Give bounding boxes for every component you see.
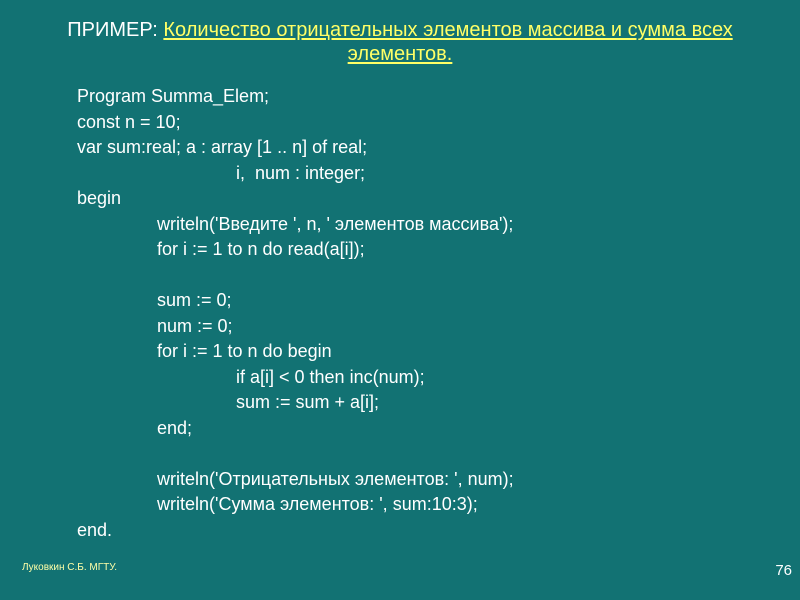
code-line: num := 0; [157,315,233,336]
code-line: sum := sum + a[i]; [236,392,380,412]
code-line: if a[i] < 0 then inc(num); [236,366,425,387]
code-line: var sum:real; a : array [1 .. n] of real; [77,137,368,157]
page-number: 76 [775,562,792,579]
code-line: sum := 0; [157,290,232,310]
code-line: const n = 10; [77,111,181,132]
code-line [77,441,514,467]
code-line: writeln('Введите ', n, ' элементов массива'); [157,213,514,234]
title-prefix: ПРИМЕР: [67,19,164,41]
code-line: end; [157,417,193,438]
code-line [77,263,514,289]
code-line: writeln('Сумма элементов: ', sum:10:3); [157,494,478,514]
slide-title [20,18,780,66]
title-text: Количество отрицательных элементов массива и сумма всех элементов. [163,19,733,65]
code-line: end. [77,519,113,540]
footer-author: Луковкин С.Б. МГТУ. [22,562,118,573]
code-line: begin [77,188,122,208]
code-line: Program Summa_Elem; [77,86,270,106]
code-block [77,84,514,543]
code-line: writeln('Отрицательных элементов: ', num); [157,468,514,489]
code-line: i, num : integer; [236,162,366,183]
code-line: for i := 1 to n do read(a[i]); [157,239,365,259]
code-line: for i := 1 to n do begin [157,341,332,361]
